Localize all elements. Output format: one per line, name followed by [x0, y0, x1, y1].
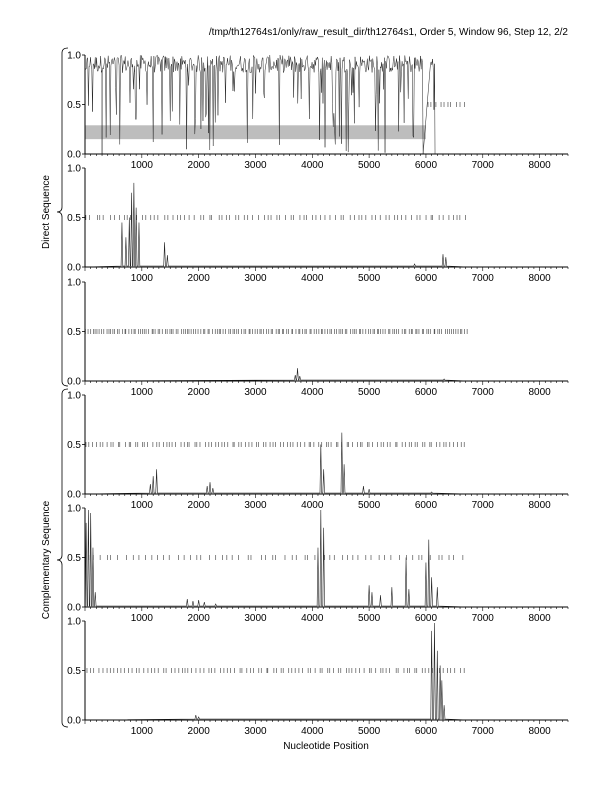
panel-6	[67, 617, 568, 738]
x-tick-label: 2000	[187, 387, 210, 398]
signal-line	[85, 55, 435, 154]
shaded-band	[85, 125, 426, 139]
signal-line	[85, 433, 469, 494]
y-tick-label: 1.0	[67, 50, 81, 62]
y-tick-label: 1.0	[67, 616, 81, 628]
y-tick-label: 0.0	[67, 262, 81, 274]
x-tick-label: 3000	[244, 273, 267, 284]
x-tick-label: 1000	[130, 160, 153, 171]
x-tick-label: 7000	[471, 160, 494, 171]
x-tick-label: 3000	[244, 613, 267, 624]
y-tick-label: 0.0	[67, 376, 81, 388]
signal-line	[85, 510, 469, 607]
y-tick-label: 0.0	[67, 149, 81, 161]
x-tick-label: 5000	[357, 273, 381, 284]
y-tick-label: 1.0	[67, 503, 81, 515]
x-tick-label: 1000	[130, 613, 153, 624]
y-tick-label: 0.5	[67, 553, 81, 564]
x-tick-label: 1000	[130, 273, 153, 284]
x-tick-label: 3000	[244, 500, 267, 511]
panel-2	[67, 164, 568, 285]
panels-group	[67, 51, 568, 738]
y-tick-label: 1.0	[67, 390, 81, 402]
x-tick-label: 3000	[244, 726, 267, 737]
x-tick-label: 5000	[357, 387, 381, 398]
x-tick-label: 8000	[528, 160, 551, 171]
x-tick-label: 4000	[301, 387, 324, 398]
panel-5	[67, 504, 568, 625]
y-tick-label: 0.5	[67, 100, 81, 111]
x-tick-label: 5000	[357, 500, 381, 511]
group-label-complementary: Complementary Sequence	[41, 500, 52, 620]
signal-line	[85, 183, 469, 267]
x-tick-label: 6000	[414, 500, 438, 511]
y-tick-label: 0.0	[67, 489, 81, 501]
x-tick-label: 8000	[528, 613, 551, 624]
panel-1	[67, 51, 568, 172]
x-tick-label: 6000	[414, 160, 438, 171]
x-axis-title: Nucleotide Position	[283, 741, 369, 752]
chart-title: /tmp/th12764s1/only/raw_result_dir/th12764s1, Order 5, Window 96, Step 12, 2/2	[208, 27, 568, 38]
x-tick-label: 5000	[357, 160, 381, 171]
x-tick-label: 4000	[301, 613, 324, 624]
x-tick-label: 7000	[471, 613, 494, 624]
y-tick-label: 1.0	[67, 277, 81, 289]
panel-3	[67, 278, 568, 399]
x-tick-label: 8000	[528, 726, 551, 737]
panel-4	[67, 391, 568, 512]
y-tick-label: 0.0	[67, 715, 81, 727]
x-tick-label: 2000	[187, 160, 210, 171]
y-tick-label: 0.0	[67, 602, 81, 614]
x-tick-label: 7000	[471, 273, 494, 284]
x-tick-label: 1000	[130, 387, 153, 398]
x-tick-label: 7000	[471, 500, 494, 511]
x-tick-label: 7000	[471, 726, 494, 737]
group-label-direct: Direct Sequence	[41, 175, 52, 249]
x-tick-label: 8000	[528, 500, 551, 511]
y-tick-label: 0.5	[67, 440, 81, 451]
x-tick-label: 2000	[187, 613, 210, 624]
x-tick-label: 2000	[187, 500, 210, 511]
x-tick-label: 1000	[130, 500, 153, 511]
x-tick-label: 7000	[471, 387, 494, 398]
x-tick-label: 6000	[414, 613, 438, 624]
y-tick-label: 0.5	[67, 213, 81, 224]
x-tick-label: 5000	[357, 726, 381, 737]
x-tick-label: 2000	[187, 726, 210, 737]
y-tick-label: 0.5	[67, 666, 81, 677]
x-tick-label: 4000	[301, 160, 324, 171]
x-tick-label: 4000	[301, 500, 324, 511]
y-tick-label: 1.0	[67, 163, 81, 175]
x-tick-label: 4000	[301, 726, 324, 737]
x-tick-label: 3000	[244, 387, 267, 398]
x-tick-label: 5000	[357, 613, 381, 624]
x-tick-label: 8000	[528, 387, 551, 398]
x-tick-label: 6000	[414, 387, 438, 398]
x-tick-label: 3000	[244, 160, 267, 171]
x-tick-label: 6000	[414, 726, 438, 737]
x-tick-label: 8000	[528, 273, 551, 284]
x-tick-label: 4000	[301, 273, 324, 284]
x-tick-label: 2000	[187, 273, 210, 284]
signal-line	[85, 368, 469, 381]
x-tick-label: 1000	[130, 726, 153, 737]
y-tick-label: 0.5	[67, 327, 81, 338]
x-tick-label: 6000	[414, 273, 438, 284]
